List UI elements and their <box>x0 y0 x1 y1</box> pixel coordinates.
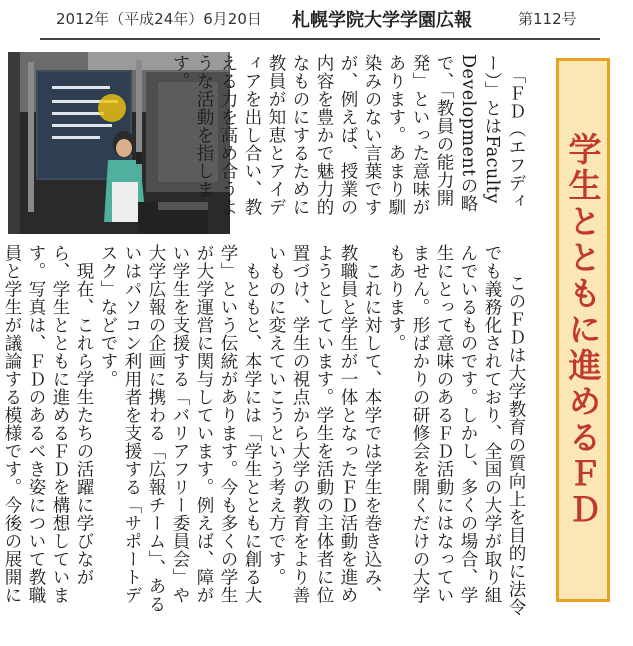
issue-date: 2012年（平成24年）6月20日 <box>56 10 262 28</box>
issue-number: 第112号 <box>518 10 577 28</box>
article-body <box>2 244 552 620</box>
article-headline: 学生とともに進めるＦＤ <box>563 132 603 528</box>
body-text: このＦＤは大学教育の質向上を目的に法令でも義務化されており、全国の大学が取り組んでいるものです。しかし、多くの場合、学生にとって意味のあるＦＤ活動にはなっていません。形ばかりの研修会を開くだけの大学もあります。 これに対して、本学では学生を巻き込み、教職員と学生が一体となったＦＤ活動を進めようとしています。学生を活動の主体者に位置づけ、学生の視点から大学の教育をより善いものに変えていこうという考え方です。 もともと、本学には「学生とともに創る大学」という伝統があります。今も多くの学生が大学運営に関与しています。例えば、障がい学生を支援する「バリアフリー委員会」や大学広報の企画に携わる「広報チーム」、あるいはパソコン利用者を支援する「サポートデスク」などです。 現在、これら学生たちの活躍に学びながら、学生とともに進めるＦＤを構想しています。写真は、ＦＤのあるべき姿について教職員と学生が議論する模様です。今後の展開に <box>2 244 526 617</box>
intro-text: 「ＦＤ（エフディー）」とはFaculty Developmentの略で、「教員の能力開発」といった意味があります。あまり馴染みのない言葉ですが、例えば、授業の内容を豊かで魅力的なものにするために教員が知恵とアイディアを出し合い、教える力を高め合うような活動を指します。 <box>170 54 526 216</box>
header-rule <box>40 38 600 40</box>
article-intro <box>170 54 552 232</box>
page-header <box>0 0 633 40</box>
headline-box <box>556 58 610 602</box>
publication-title: 札幌学院大学学園広報 <box>292 10 472 31</box>
